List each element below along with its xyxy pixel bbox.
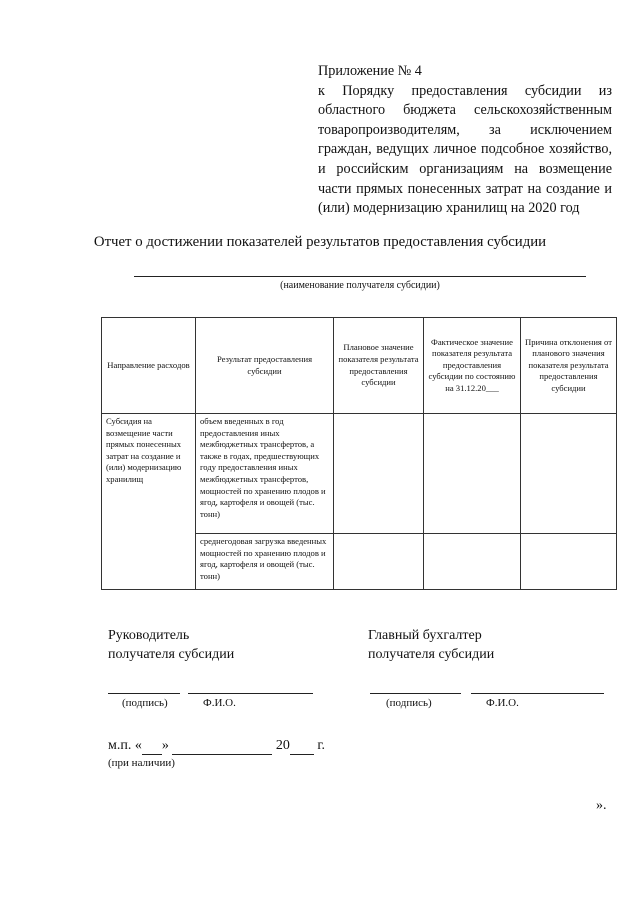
stamp-date-line bbox=[108, 738, 325, 755]
accountant-signature-line[interactable] bbox=[370, 693, 461, 694]
year-prefix: 20 bbox=[275, 738, 290, 753]
head-label: Руководитель bbox=[108, 628, 190, 643]
head-signature-caption: (подпись) bbox=[122, 697, 168, 709]
header-planned-value: Плановое значение показателя результата предоставления субсидии bbox=[334, 318, 424, 414]
stamp-note: (при наличии) bbox=[108, 757, 175, 769]
cell-actual-value[interactable] bbox=[424, 414, 521, 534]
stamp-prefix: м.п. « bbox=[108, 738, 142, 753]
recipient-name-line bbox=[134, 276, 586, 277]
year-suffix: г. bbox=[317, 738, 326, 753]
head-name-line[interactable] bbox=[188, 693, 313, 694]
closing-quote: ». bbox=[596, 798, 607, 813]
cell-result: среднегодовая загрузка введенных мощностей по хранению плодов и ягод, картофеля и овощей (тыс. тонн) bbox=[196, 534, 334, 590]
accountant-label: Главный бухгалтер bbox=[368, 628, 482, 643]
cell-planned-value[interactable] bbox=[334, 414, 424, 534]
date-day-field[interactable] bbox=[142, 738, 162, 755]
cell-direction: Субсидия на возмещение части прямых понесенных затрат на создание и (или) модернизацию хранилищ bbox=[102, 414, 196, 590]
cell-deviation-reason[interactable] bbox=[521, 414, 617, 534]
cell-deviation-reason[interactable] bbox=[521, 534, 617, 590]
header-result: Результат предоставления субсидии bbox=[196, 318, 334, 414]
head-signature-line[interactable] bbox=[108, 693, 180, 694]
accountant-name-line[interactable] bbox=[471, 693, 604, 694]
date-year-field[interactable] bbox=[290, 738, 314, 755]
header-direction: Направление расходов bbox=[102, 318, 196, 414]
annex-title: Приложение № 4 bbox=[318, 63, 422, 79]
cell-result: объем введенных в год предоставления иных межбюджетных трансфертов, а также в годах, предшествующих году предоставления иных межбюджетных трансфертов, мощностей по хранению плодов и ягод, картофеля и овощей (тыс. тонн) bbox=[196, 414, 334, 534]
table-header-row bbox=[102, 318, 617, 414]
report-table bbox=[101, 317, 617, 590]
header-deviation-reason: Причина отклонения от планового значения показателя результата предоставления субсидии bbox=[521, 318, 617, 414]
stamp-quote-close: » bbox=[161, 738, 169, 753]
header-actual-value: Фактическое значение показателя результата предоставления субсидии по состоянию на 31.12.20___ bbox=[424, 318, 521, 414]
annex-header bbox=[318, 62, 612, 219]
accountant-signature-caption: (подпись) bbox=[386, 697, 432, 709]
recipient-caption: (наименование получателя субсидии) bbox=[280, 280, 440, 291]
accountant-name-caption: Ф.И.О. bbox=[486, 697, 519, 709]
head-name-caption: Ф.И.О. bbox=[203, 697, 236, 709]
table-row bbox=[102, 414, 617, 534]
accountant-recipient-label: получателя субсидии bbox=[368, 647, 495, 662]
report-title: Отчет о достижении показателей результатов предоставления субсидии bbox=[93, 234, 547, 250]
date-month-field[interactable] bbox=[172, 738, 272, 755]
cell-actual-value[interactable] bbox=[424, 534, 521, 590]
cell-planned-value[interactable] bbox=[334, 534, 424, 590]
annex-text: к Порядку предоставления субсидии из областного бюджета сельскохозяйственным товаропроизводителям, за исключением граждан, ведущих личное подсобное хозяйство, и российским организациям на возмещение части прямых понесенных затрат на создание и (или) модернизацию хранилищ на 2020 год bbox=[318, 82, 612, 217]
head-recipient-label: получателя субсидии bbox=[108, 647, 235, 662]
